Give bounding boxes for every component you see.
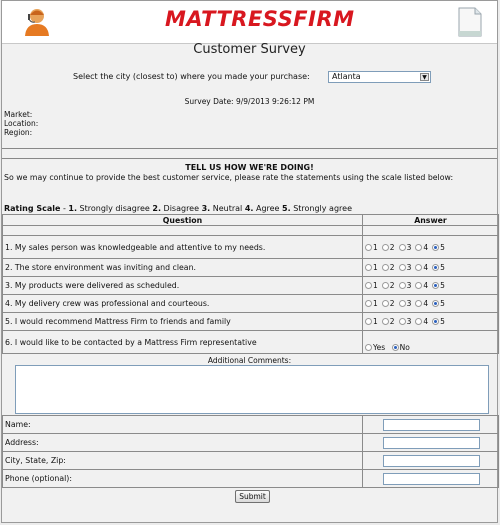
form-row [3, 470, 499, 488]
scale-number: 2. [152, 204, 161, 213]
question-text: 3. My products were delivered as scheduled. [3, 277, 363, 295]
question-text: 5. I would recommend Mattress Firm to friends and family [3, 313, 363, 331]
form-row [3, 434, 499, 452]
rating-option-label: 1 [373, 281, 378, 290]
rating-radio-group [363, 236, 499, 259]
column-header-answer: Answer [363, 215, 499, 226]
column-header-question: Question [3, 215, 363, 226]
rating-option-label: 2 [389, 281, 395, 290]
survey-date: Survey Date: 9/9/2013 9:26:12 PM [184, 97, 315, 106]
contact-form [2, 415, 499, 488]
rating-option-label: 2 [389, 317, 395, 326]
question-text: 6. I would like to be contacted by a Mattress Firm representative [3, 331, 363, 354]
spacer-cell [363, 226, 499, 236]
rating-radio-group [363, 259, 499, 277]
rating-radio-group [363, 313, 499, 331]
rating-option-label: 5 [440, 242, 445, 252]
rating-radio[interactable] [365, 264, 372, 271]
region-label: Region: [4, 128, 33, 137]
rating-option-label: 1 [373, 263, 378, 272]
market-label: Market: [4, 110, 33, 119]
form-cell [363, 416, 499, 434]
location-label: Location: [4, 119, 39, 128]
rating-option-label: 4 [423, 317, 429, 326]
rating-scale: Rating Scale - 1. Strongly disagree 2. Disagree 3. Neutral 4. Agree 5. Strongly agree [4, 204, 352, 213]
page-title: Customer Survey [193, 42, 306, 57]
question-text: 1. My sales person was knowledgeable and attentive to my needs. [3, 236, 363, 259]
rating-radio[interactable] [382, 300, 389, 307]
table-row [3, 259, 499, 277]
rating-option-label: 2 [389, 263, 395, 272]
table-row [3, 313, 499, 331]
rating-radio[interactable] [432, 300, 439, 307]
divider [2, 148, 497, 149]
rating-radio[interactable] [432, 264, 439, 271]
rating-option-label: 5 [440, 299, 445, 308]
rating-radio[interactable] [432, 244, 439, 251]
table-row [3, 277, 499, 295]
table-row [3, 331, 499, 354]
rating-option-label: 5 [440, 317, 445, 326]
rating-radio[interactable] [415, 244, 422, 251]
form-cell [363, 434, 499, 452]
rating-radio[interactable] [432, 318, 439, 325]
scale-text: Neutral [212, 204, 243, 213]
rating-option-label: 5 [440, 281, 445, 290]
section-intro: So we may continue to provide the best customer service, please rate the statements using the scale listed below: [4, 173, 454, 182]
rating-option-label: 3 [406, 242, 412, 252]
form-cell [363, 470, 499, 488]
form-cell [363, 452, 499, 470]
scale-text: Agree [255, 204, 280, 213]
name-label: Name: [3, 416, 363, 434]
name-field[interactable] [383, 419, 480, 431]
rating-option-label: 4 [423, 263, 429, 272]
phone-label: Phone (optional): [3, 470, 363, 488]
customer-service-agent-icon [22, 6, 52, 36]
rating-option-label: 4 [423, 281, 429, 290]
rating-radio[interactable] [382, 264, 389, 271]
form-row [3, 416, 499, 434]
table-row [3, 236, 499, 259]
divider [2, 158, 497, 159]
rating-option-label: 2 [389, 242, 395, 252]
contact-no-radio[interactable] [392, 344, 399, 351]
rating-option-label: 3 [406, 317, 412, 326]
rating-radio[interactable] [382, 282, 389, 289]
rating-radio[interactable] [415, 318, 422, 325]
table-row [3, 295, 499, 313]
chevron-down-icon[interactable]: ▼ [420, 73, 429, 81]
city-select-value: Atlanta [332, 72, 361, 81]
rating-option-label: 5 [440, 263, 445, 272]
rating-radio[interactable] [415, 300, 422, 307]
rating-radio[interactable] [365, 300, 372, 307]
question-rows [3, 236, 499, 331]
rating-radio[interactable] [365, 282, 372, 289]
rating-radio[interactable] [382, 244, 389, 251]
address-field[interactable] [383, 437, 480, 449]
rating-radio[interactable] [365, 318, 372, 325]
comments-textarea[interactable] [15, 365, 489, 414]
scale-number: 5. [282, 204, 291, 213]
document-icon[interactable] [458, 7, 482, 37]
city-state-zip-label: City, State, Zip: [3, 452, 363, 470]
contact-yes-radio[interactable] [365, 344, 372, 351]
section-title: TELL US HOW WE'RE DOING! [185, 163, 314, 172]
rating-option-label: 4 [423, 242, 429, 252]
rating-option-label: 1 [373, 242, 378, 252]
rating-option-label: 4 [423, 299, 429, 308]
rating-radio[interactable] [399, 244, 406, 251]
rating-radio-group [363, 295, 499, 313]
question-text: 4. My delivery crew was professional and courteous. [3, 295, 363, 313]
rating-option-label: 3 [406, 281, 412, 290]
rating-radio[interactable] [399, 300, 406, 307]
address-label: Address: [3, 434, 363, 452]
rating-radio[interactable] [399, 282, 406, 289]
scale-number: 3. [201, 204, 211, 213]
rating-radio[interactable] [382, 318, 389, 325]
survey-page [1, 0, 498, 523]
city-select[interactable] [328, 71, 431, 83]
header [2, 1, 497, 44]
contact-radio-group [363, 331, 499, 354]
phone-field[interactable] [383, 473, 480, 485]
contact-yes-label: Yes [373, 343, 386, 352]
city-state-zip-field[interactable] [383, 455, 480, 467]
rating-radio[interactable] [432, 282, 439, 289]
rating-radio[interactable] [365, 244, 372, 251]
question-text: 2. The store environment was inviting and clean. [3, 259, 363, 277]
rating-option-label: 1 [373, 317, 378, 326]
scale-number: 4. [244, 204, 254, 213]
rating-radio-group [363, 277, 499, 295]
form-row [3, 452, 499, 470]
rating-scale-label: Rating Scale [4, 204, 61, 213]
rating-option-label: 3 [406, 299, 412, 308]
spacer-cell [3, 226, 363, 236]
submit-button[interactable]: Submit [235, 490, 270, 503]
comments-label: Additional Comments: [207, 356, 292, 365]
rating-option-label: 3 [406, 263, 412, 272]
rating-radio[interactable] [399, 318, 406, 325]
scale-text: Disagree [163, 204, 200, 213]
rating-radio[interactable] [399, 264, 406, 271]
rating-option-label: 1 [373, 299, 378, 308]
rating-radio[interactable] [415, 282, 422, 289]
questions-table [2, 214, 499, 354]
rating-option-label: 2 [389, 299, 395, 308]
city-select-label: Select the city (closest to) where you made your purchase: [73, 72, 310, 81]
rating-radio[interactable] [415, 264, 422, 271]
scale-number: 1. [68, 204, 77, 213]
scale-text: Strongly disagree [79, 204, 150, 213]
contact-no-label: No [399, 343, 410, 352]
brand-logo[interactable]: MATTRESSFIRM [165, 7, 355, 31]
scale-text: Strongly agree [293, 204, 352, 213]
